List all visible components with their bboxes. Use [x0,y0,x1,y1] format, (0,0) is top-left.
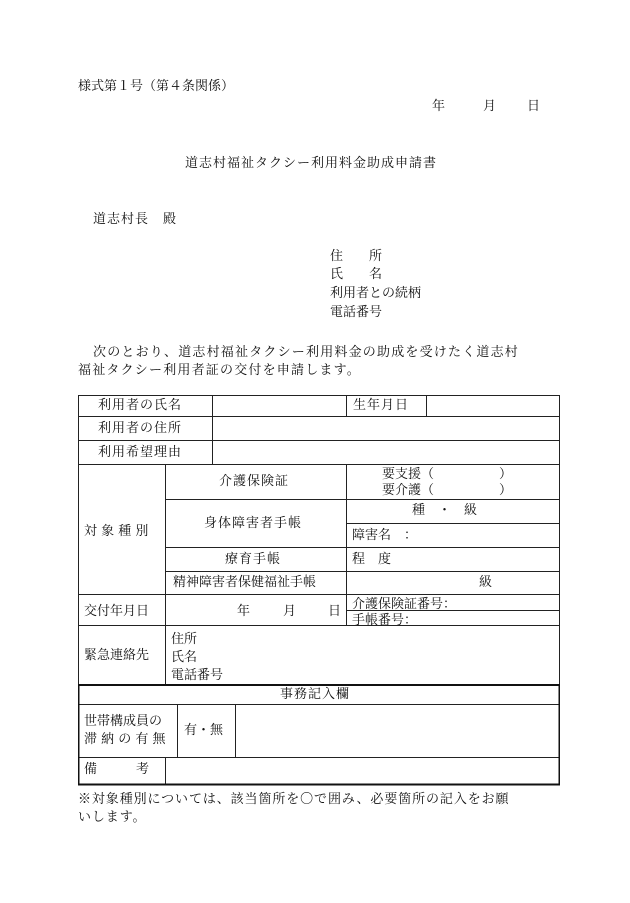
applicant-relation-label: 利用者との続柄 [330,286,422,301]
issue-year: 年 [237,604,251,619]
remarks-label: 備 考 [84,762,150,777]
applicant-name-label: 氏 名 [330,267,383,282]
emergency-name-label: 氏名 [171,650,198,665]
birth-date-label: 生年月日 [353,398,410,413]
body-text-line2: 福祉タクシー利用者証の交付を申請します。 [78,363,361,378]
category-label: 対 象 種 別 [84,524,149,539]
disability-book-label: 身体障害者手帳 [204,516,303,531]
issue-day: 日 [328,604,342,619]
addressee: 道志村長 殿 [93,212,178,227]
issue-month: 月 [283,604,297,619]
care-insurance-label: 介護保険証 [219,474,290,489]
grade-line-field: 種 ・ 級 [412,503,478,518]
yes-no-field: 有・無 [184,723,224,738]
care-level-field: 要介護（ ） [382,483,513,498]
care-insurance-number-field: 介護保険証番号： [352,597,457,612]
emergency-address-label: 住所 [171,632,198,647]
form-reference: 様式第１号（第４条関係） [78,79,235,94]
household-arrears-label-1: 世帯構成員の [84,714,163,729]
date-year: 年 [432,99,446,114]
reason-label: 利用希望理由 [98,445,183,460]
date-day: 日 [527,99,541,114]
document-title: 道志村福祉タクシー利用料金助成申請書 [185,156,438,171]
user-name-label: 利用者の氏名 [98,398,183,413]
application-table [78,395,560,787]
degree-field: 程 度 [352,552,392,567]
body-text-line1: 次のとおり、道志村福祉タクシー利用料金の助成を受けたく道志村 [93,345,520,360]
footnote-line1: ※対象種別については、該当箇所を〇で囲み、必要箇所の記入をお願 [78,792,510,807]
applicant-address-label: 住 所 [330,249,383,264]
emergency-contact-label: 緊急連絡先 [84,648,150,663]
disability-name-field: 障害名 ： [352,528,418,543]
book-number-field: 手帳番号： [352,613,418,628]
household-arrears-label-2: 滞 納 の 有 無 [84,732,166,747]
applicant-phone-label: 電話番号 [330,305,383,320]
office-use-header: 事務記入欄 [280,687,351,702]
rehab-book-label: 療育手帳 [225,552,282,567]
emergency-phone-label: 電話番号 [171,668,224,683]
mental-book-label: 精神障害者保健福祉手帳 [173,575,317,590]
date-month: 月 [483,99,497,114]
user-address-label: 利用者の住所 [98,421,183,436]
grade-field: 級 [479,575,493,590]
issue-date-label: 交付年月日 [84,604,150,619]
footnote-line2: いします。 [78,810,147,825]
support-level-field: 要支援（ ） [382,467,513,482]
